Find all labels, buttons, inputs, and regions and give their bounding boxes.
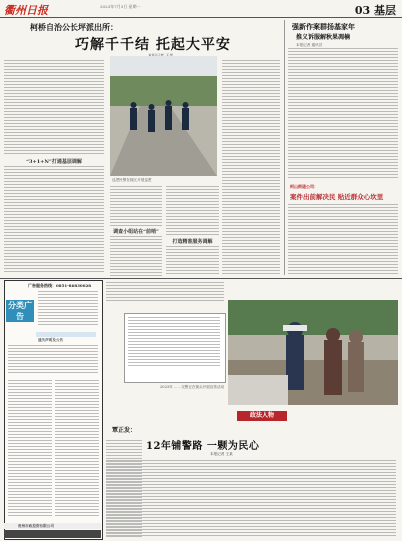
ad-text (55, 380, 99, 518)
profile-byline: 本报记者 王某 (210, 452, 233, 456)
right-top-subline: 推义诉服解秋果凋楠 (296, 34, 351, 41)
profile-text (106, 460, 396, 538)
lead-subhead-1: “3+1+N”打通基层调解 (26, 159, 82, 165)
newspaper-logo: 衢州日报 (4, 4, 48, 17)
right-top-lead: 本报记者 通讯员 (296, 43, 323, 47)
ad-hotline: 广告服务热线：0851-86830028 (28, 283, 92, 288)
profile-name: 覃正发： (112, 427, 137, 434)
notice-banner (36, 332, 96, 337)
ad-text (8, 380, 52, 518)
middle-text (106, 282, 224, 302)
lead-subhead-3: 打造精准服务调解 (172, 239, 213, 245)
ad-text (38, 291, 98, 325)
lead-subhead-2: 调查小组站在“前哨” (113, 229, 159, 235)
lead-text-block (4, 166, 104, 274)
right-mid-headline: 案件出前解决民 贴近群众心坎里 (290, 193, 384, 201)
column-divider (284, 20, 285, 275)
lead-text-block (166, 246, 219, 276)
page-label: 03 基层 (354, 4, 396, 17)
issue-date: 2023年7月3日 星期一 (100, 4, 141, 9)
lead-text-block (166, 186, 219, 236)
section-divider (0, 278, 402, 279)
patrol-photo (110, 56, 217, 176)
right-top-headline: 强新作案群扬基家年 (292, 22, 355, 31)
right-mid-text (288, 204, 398, 276)
lead-text-block (110, 236, 162, 276)
profile-headline: 12年铺警路 一颗为民心 (146, 441, 260, 452)
street-photo (228, 300, 398, 405)
patrol-photo-caption: 巡逻民警在辖区开展巡逻 (112, 178, 152, 182)
middle-ad-text (128, 317, 220, 367)
lead-text-block (222, 60, 280, 276)
category-badge: 政法人物 (237, 411, 287, 421)
masthead (0, 0, 402, 18)
notice-title: 遗失声明及公告 (38, 338, 64, 342)
right-mid-kicker: 柯山街道公司： (290, 184, 318, 189)
lead-text-block (4, 60, 104, 156)
lead-headline: 巧解千千结 托起大平安 (75, 37, 231, 53)
ad-text (8, 345, 98, 375)
lead-kicker: 柯桥自治公长坪派出所： (30, 22, 118, 32)
lead-text-block (110, 186, 162, 226)
right-top-text (288, 48, 398, 178)
classified-label: 分类广告 (8, 301, 32, 321)
ad-footer-strip (4, 530, 101, 538)
ad-footer-company: 贵州市政投资有限公司 (18, 524, 54, 528)
street-photo-caption: 2023年 ……交警正在街头开展宣传活动 (160, 385, 225, 389)
